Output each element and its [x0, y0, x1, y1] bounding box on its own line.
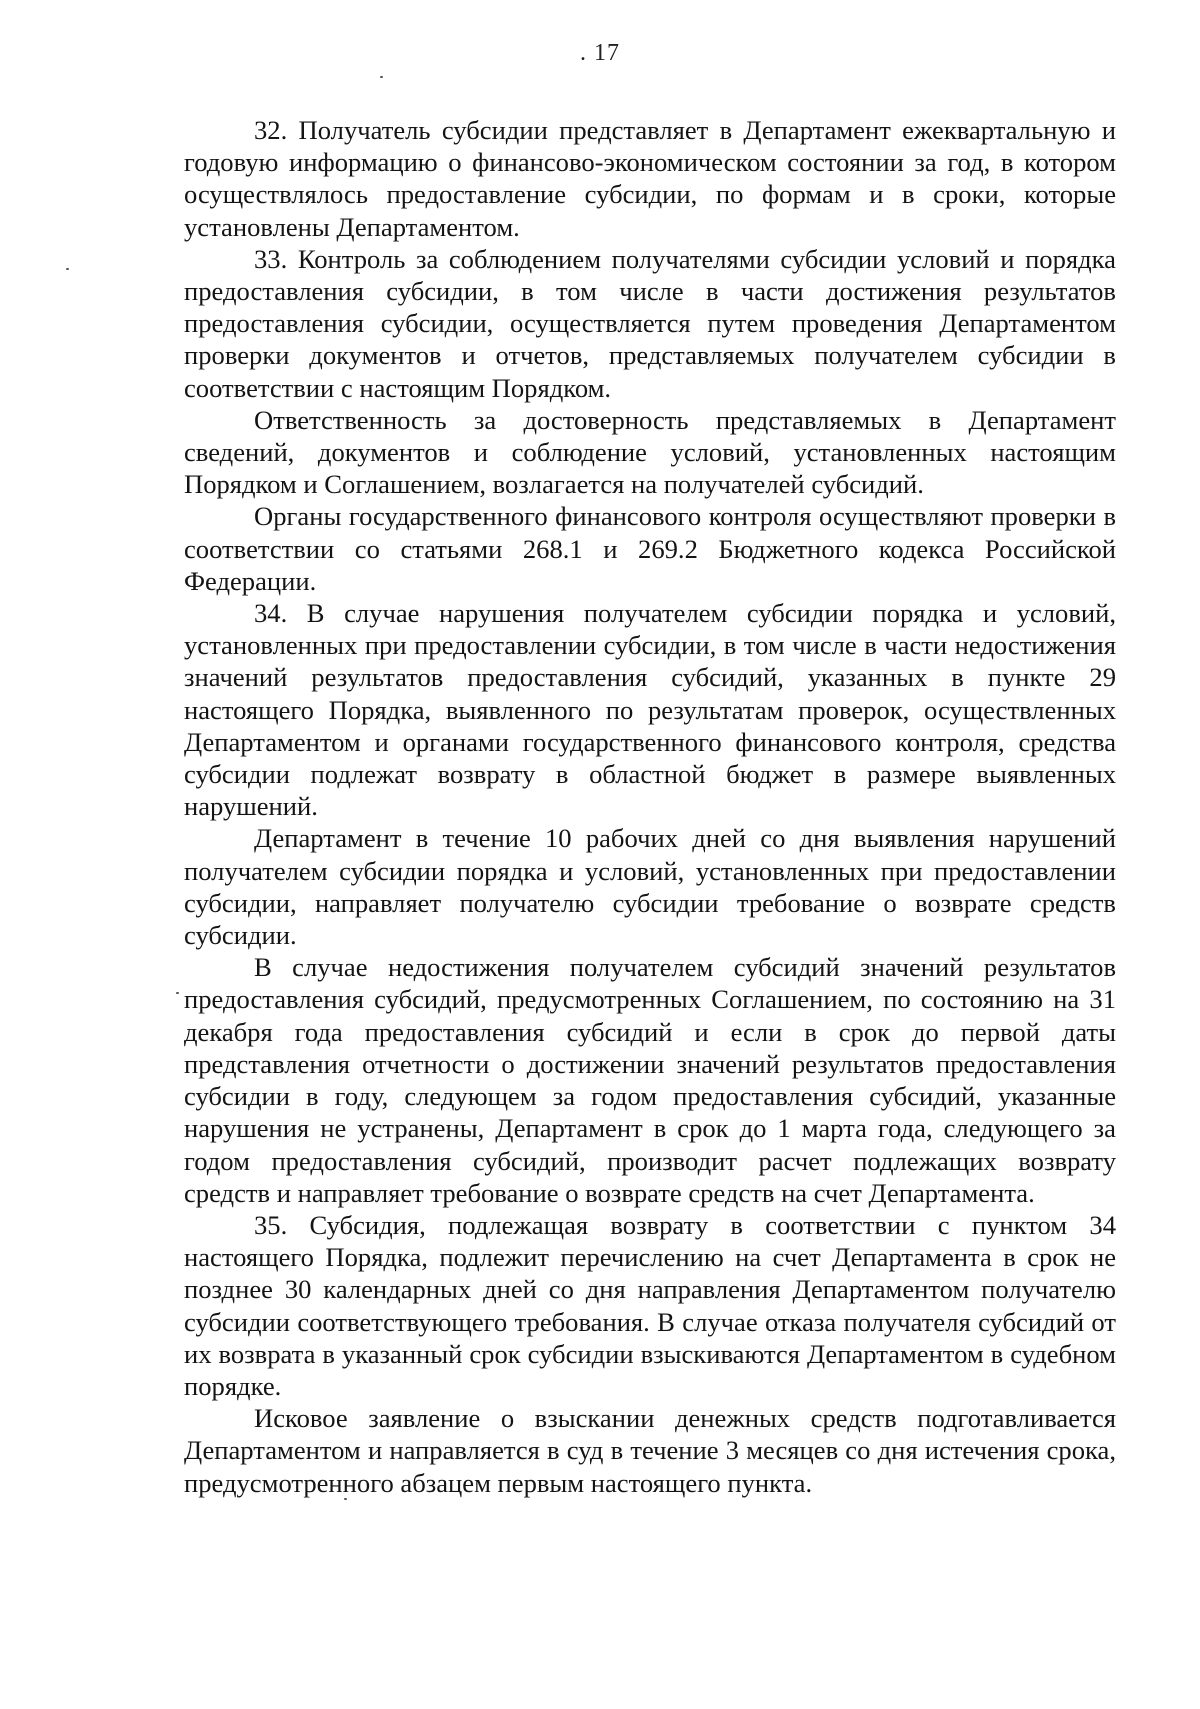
page-number: . 17 [580, 40, 620, 66]
scan-speck [380, 76, 383, 78]
paragraph-32: 32. Получатель субсидии представляет в Департамент ежеквартальную и годовую информацию о финансово-экономическом состоянии за год, в котором осуществлялось предоставление субсидии, по формам и в сроки, которые установлены Департаментом. [184, 115, 1116, 242]
paragraph-34-non-achievement: В случае недостижения получателем субсидий значений результатов предоставления субсидий, предусмотренных Соглашением, по состоянию на 31 декабря года предоставления субсидий и если в срок до первой даты представления отчетности о достижении значений результатов предоставления субсидии в году, следующем за годом предоставления субсидий, указанные нарушения не устранены, Департамент в срок до 1 марта года, следующего за годом предоставления субсидий, производит расчет подлежащих возврату средств и направляет требование о возврате средств на счет Департамента. [184, 952, 1116, 1208]
paragraph-33-responsibility: Ответственность за достоверность представляемых в Департамент сведений, документов и соблюдение условий, установленных настоящим Порядком и Соглашением, возлагается на получателей субсидий. [184, 404, 1116, 500]
scan-speck [66, 268, 69, 270]
paragraph-33-control-bodies: Органы государственного финансового контроля осуществляют проверки в соответствии со статьями 268.1 и 269.2 Бюджетного кодекса Российской Федерации. [184, 501, 1116, 596]
paragraph-34: 34. В случае нарушения получателем субсидии порядка и условий, установленных при предоставлении субсидии, в том числе в части недостижения значений результатов предоставления субсидий, указанных в пункте 29 настоящего Порядка, выявленного по результатам проверок, осуществленных Департаментом и органами государственного финансового контроля, средства субсидии подлежат возврату в областной бюджет в размере выявленных нарушений. [184, 598, 1116, 822]
paragraph-35: 35. Субсидия, подлежащая возврату в соответствии с пунктом 34 настоящего Порядка, подлежит перечислению на счет Департамента в срок не позднее 30 календарных дней со дня направления Департаментом получателю субсидии соответствующего требования. В случае отказа получателя субсидий от их возврата в указанный срок субсидии взыскиваются Департаментом в судебном порядке. [184, 1209, 1116, 1401]
paragraph-35-claim: Исковое заявление о взыскании денежных средств подготавливается Департаментом и направляется в суд в течение 3 месяцев со дня истечения срока, предусмотренного абзацем первым настоящего пункта. [184, 1403, 1116, 1498]
paragraph-34-demand: Департамент в течение 10 рабочих дней со дня выявления нарушений получателем субсидии порядка и условий, установленных при предоставлении субсидии, направляет получателю субсидии требование о возврате средств субсидии. [184, 823, 1116, 951]
scan-speck [176, 992, 179, 994]
document-body [184, 114, 1116, 1499]
paragraph-33: 33. Контроль за соблюдением получателями субсидии условий и порядка предоставления субсидии, в том числе в части достижения результатов предоставления субсидии, осуществляется путем проведения Департаментом проверки документов и отчетов, представляемых получателем субсидии в соответствии с настоящим Порядком. [184, 243, 1116, 403]
